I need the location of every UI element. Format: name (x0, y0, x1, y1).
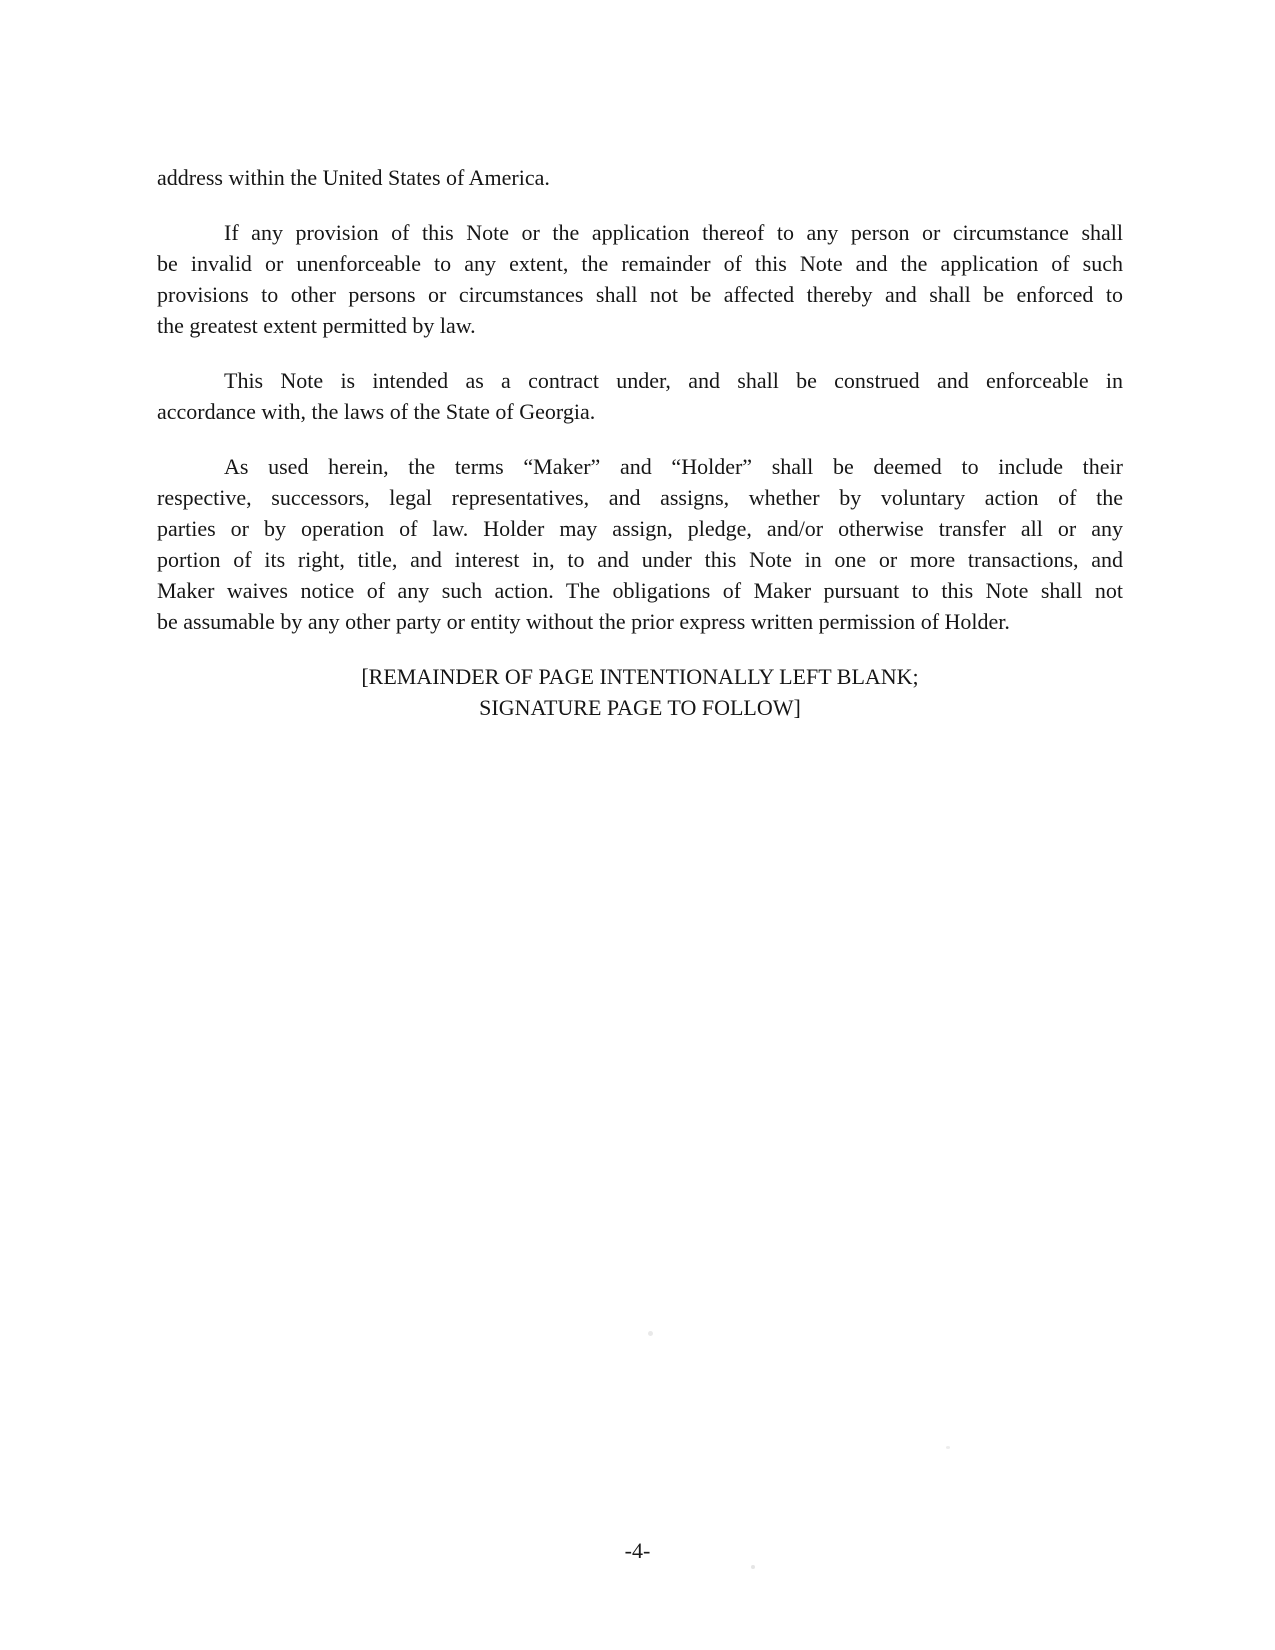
text-line: accordance with, the laws of the State of Georgia. (157, 399, 596, 424)
text-line: respective, successors, legal representatives, and assigns, whether by voluntary action of the (157, 485, 1123, 510)
paragraph (157, 451, 1123, 637)
text-line: provisions to other persons or circumstances shall not be affected thereby and shall be enforced to (157, 282, 1123, 307)
paragraph (157, 217, 1123, 341)
document-body (157, 162, 1123, 723)
text-line: SIGNATURE PAGE TO FOLLOW] (479, 695, 801, 720)
text-line: the greatest extent permitted by law. (157, 313, 476, 338)
paragraph (157, 162, 1123, 193)
text-line: Maker waives notice of any such action. The obligations of Maker pursuant to this Note shall not (157, 578, 1123, 603)
text-line: As used herein, the terms “Maker” and “Holder” shall be deemed to include their (224, 454, 1123, 479)
text-line: If any provision of this Note or the application thereof to any person or circumstance shall (224, 220, 1123, 245)
paragraph (157, 661, 1123, 723)
page-number: -4- (624, 1538, 651, 1563)
text-line: portion of its right, title, and interest in, to and under this Note in one or more transactions, and (157, 547, 1123, 572)
text-line: be assumable by any other party or entity without the prior express written permission of Holder. (157, 609, 1010, 634)
text-line: [REMAINDER OF PAGE INTENTIONALLY LEFT BLANK; (361, 664, 919, 689)
scan-artifact (751, 1565, 755, 1569)
paragraph (157, 365, 1123, 427)
scan-artifact (648, 1331, 653, 1336)
text-line: be invalid or unenforceable to any extent, the remainder of this Note and the application of such (157, 251, 1123, 276)
text-line: parties or by operation of law. Holder may assign, pledge, and/or otherwise transfer all or any (157, 516, 1123, 541)
text-line: This Note is intended as a contract under, and shall be construed and enforceable in (224, 368, 1123, 393)
text-line: address within the United States of America. (157, 165, 550, 190)
scan-artifact (946, 1446, 950, 1449)
